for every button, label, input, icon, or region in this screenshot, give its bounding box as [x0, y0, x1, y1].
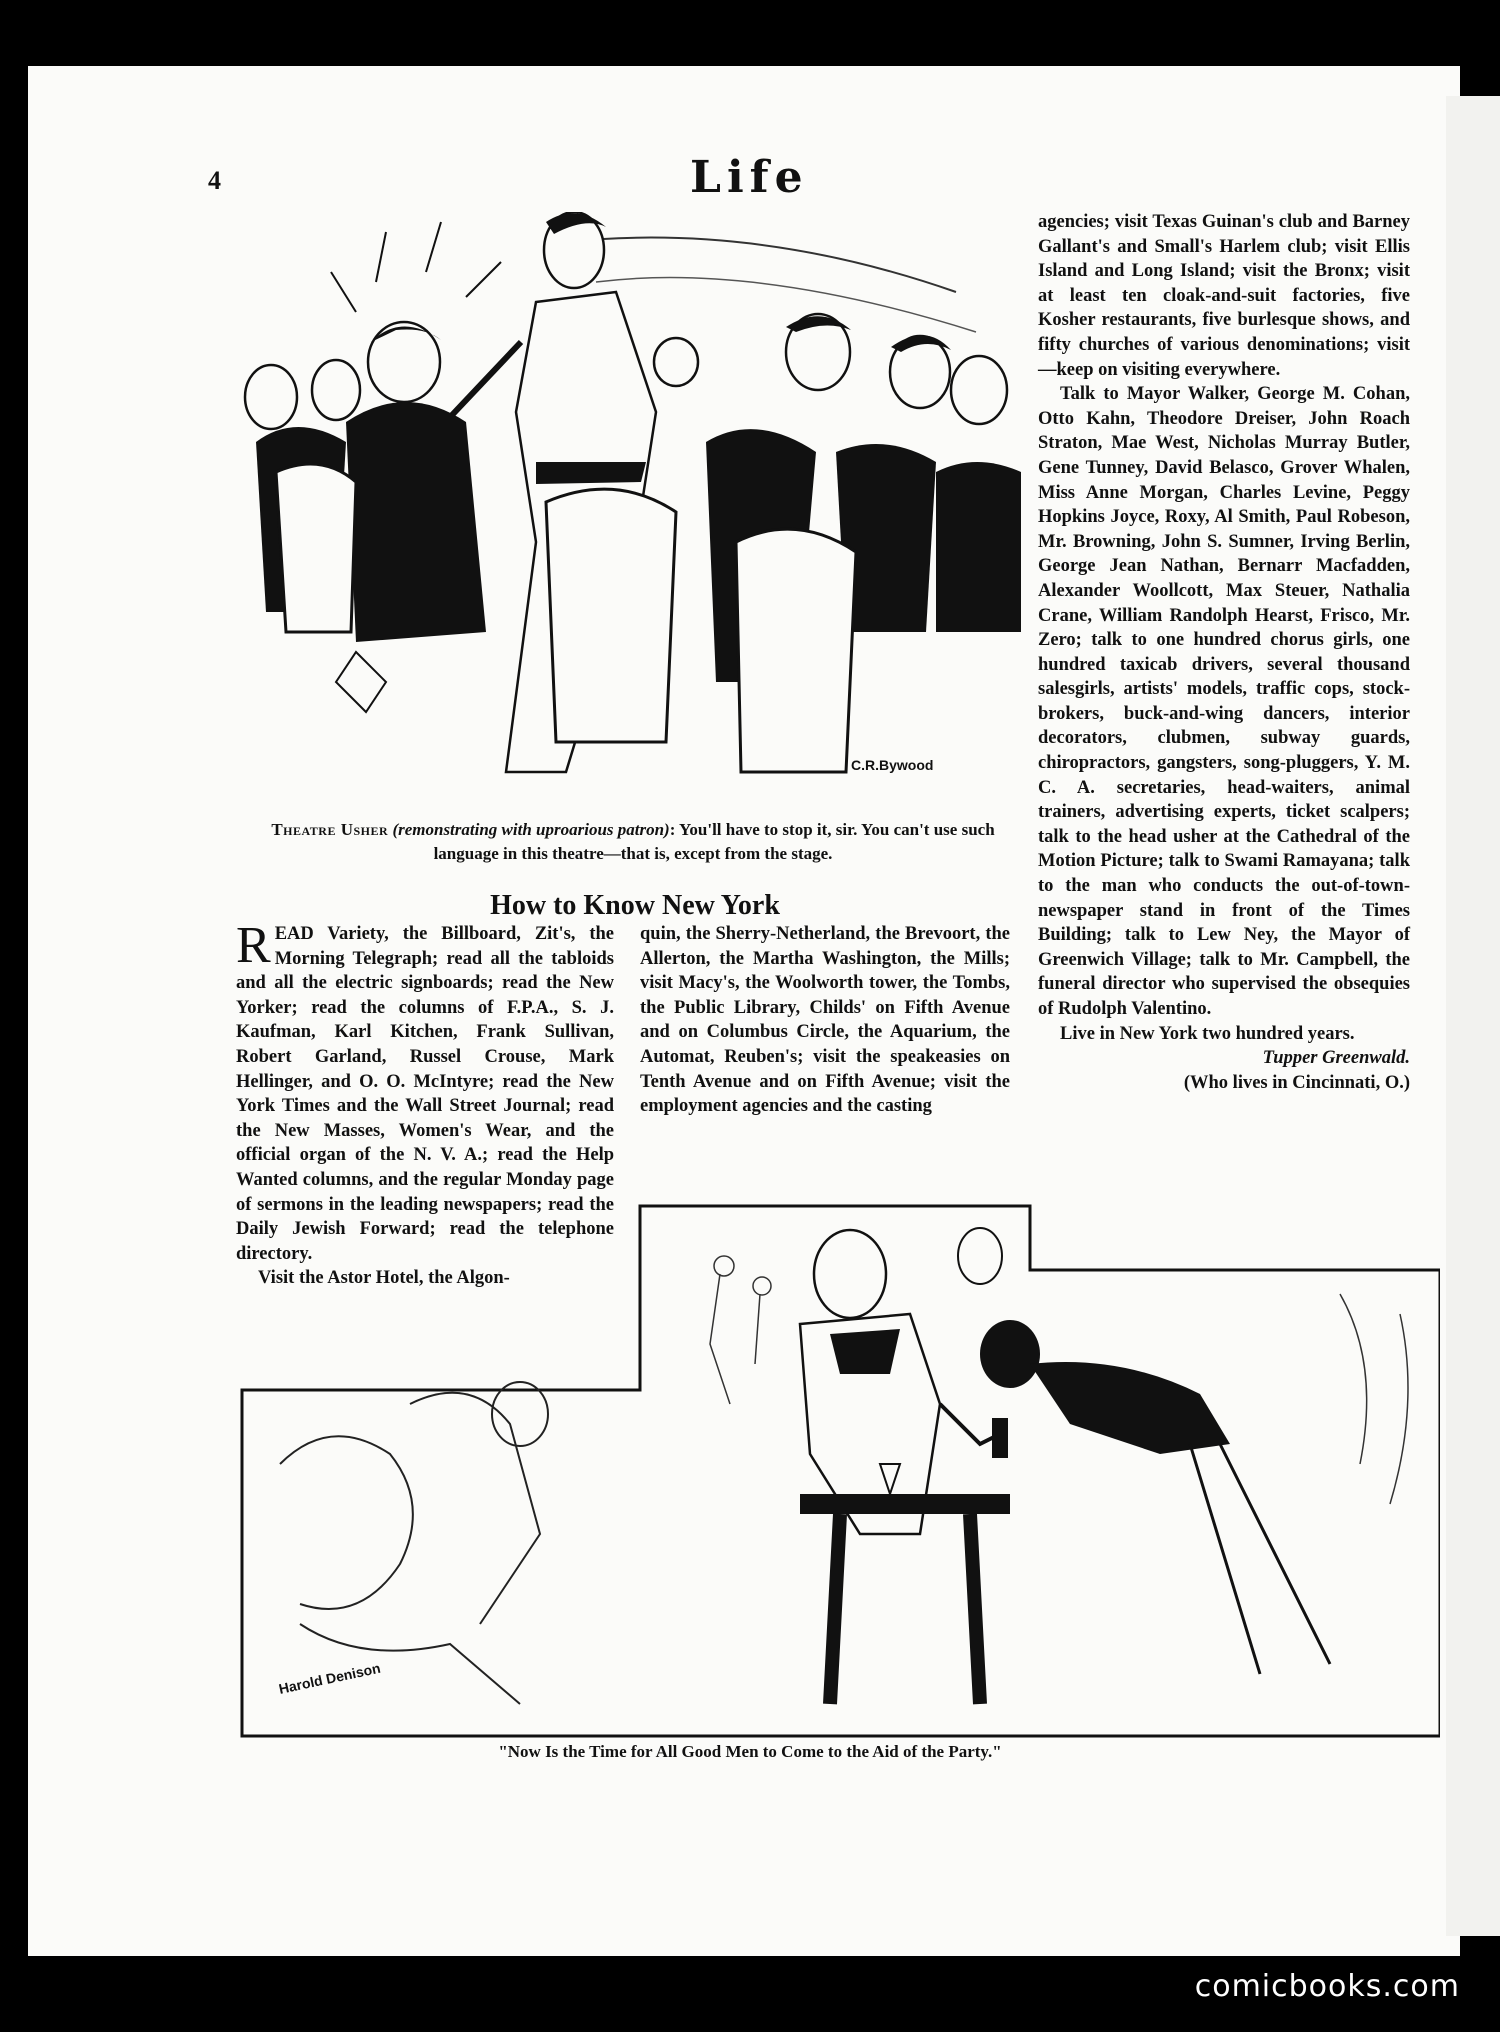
middle-column-text: quin, the Sherry-Netherland, the Brevoort, the Allerton, the Martha Washington, the Mills; visit Macy's, the Woolworth tower, the Tombs, the Public Library, Childs' on Fifth Avenue and on Columbus Circle, the Aquarium, the Automat, Reuben's; visit the speakeasies on Tenth Avenue and on Fifth Avenue; visit the employment agencies and the casting [640, 924, 1010, 1117]
caption-text: : You'll have to stop it, sir. You can't use such language in this theatre—that is, except from the stage. [433, 820, 995, 863]
top-cartoon-caption [238, 818, 1028, 866]
article-column-right [1038, 210, 1410, 1095]
left-column-text: EAD Variety, the Billboard, Zit's, the Morning Telegraph; read all the tabloids and all the electric signboards; read the New Yorker; read the columns of F.P.A., S. J. Kaufman, Karl Kitchen, Frank Sullivan, Robert Garland, Russel Crouse, Mark Hellinger, and O. O. McIntyre; read the New York Times and the Wall Street Journal; read the New Masses, Women's Wear, and the official organ of the N. V. A.; read the Help Wanted columns, and the regular Monday page of sermons in the leading newspapers; read the Daily Jewish Forward; read the telephone directory. [236, 924, 614, 1264]
bottom-cartoon-signature: Harold Denison [277, 1659, 382, 1697]
right-column-text-1: agencies; visit Texas Guinan's club and Barney Gallant's and Small's Harlem club; visit Ellis Island and Long Island; visit the Bronx; visit at least ten cloak-and-suit factories, five Kosher restaurants, five burlesque shows, and fifty churches of various denominations; visit—keep on visiting everywhere. [1038, 212, 1410, 380]
article-title: How to Know New York [490, 890, 780, 921]
page-number: 4 [208, 166, 221, 195]
drop-cap: R [236, 917, 271, 974]
bottom-cartoon-illustration [240, 1204, 1440, 1738]
article-column-middle [640, 922, 1010, 1119]
top-cartoon-illustration [236, 212, 1026, 808]
site-watermark: comicbooks.com [1194, 1969, 1460, 2004]
caption-direction: (remonstrating with uproarious patron) [392, 820, 670, 839]
bottom-cartoon-caption: "Now Is the Time for All Good Men to Come to the Aid of the Party." [498, 1742, 1002, 1761]
author-name: Tupper Greenwald. [1262, 1048, 1410, 1069]
masthead: Life [690, 152, 809, 203]
adjacent-page-edge [1446, 96, 1500, 1936]
left-column-text-2: Visit the Astor Hotel, the Algon- [258, 1268, 510, 1289]
right-column-text-3: Live in New York two hundred years. [1060, 1023, 1355, 1044]
right-column-text-2: Talk to Mayor Walker, George M. Cohan, Otto Kahn, Theodore Dreiser, John Roach Straton, Mae West, Nicholas Murray Butler, Gene Tunney, David Belasco, Grover Whalen, Miss Anne Morgan, Charles Levine, Peggy Hopkins Joyce, Roxy, Al Smith, Paul Robeson, Mr. Browning, John S. Sumner, Irving Berlin, George Jean Nathan, Bernarr Macfadden, Alexander Woollcott, Max Steuer, Nathalia Crane, William Randolph Hearst, Frisco, Mr. Zero; talk to one hundred chorus girls, one hundred taxicab drivers, several thousand salesgirls, artists' models, traffic cops, stock-brokers, buck-and-wing dancers, interior decorators, clubmen, subway guards, chiropractors, gangsters, song-pluggers, Y. M. C. A. secretaries, head-waiters, animal trainers, advertising experts, ticket scalpers; talk to the head usher at the Cathedral of the Motion Picture; talk to Swami Ramayana; talk to the man who conducts the out-of-town-newspaper stand in front of the Times Building; talk to Lew Ney, the Mayor of Greenwich Village; talk to Mr. Campbell, the funeral director who supervised the obsequies of Rudolph Valentino. [1038, 384, 1410, 1019]
caption-speaker: Theatre Usher [271, 820, 389, 839]
top-cartoon-signature: C.R.Bywood [851, 757, 934, 773]
author-note: (Who lives in Cincinnati, O.) [1183, 1072, 1410, 1093]
